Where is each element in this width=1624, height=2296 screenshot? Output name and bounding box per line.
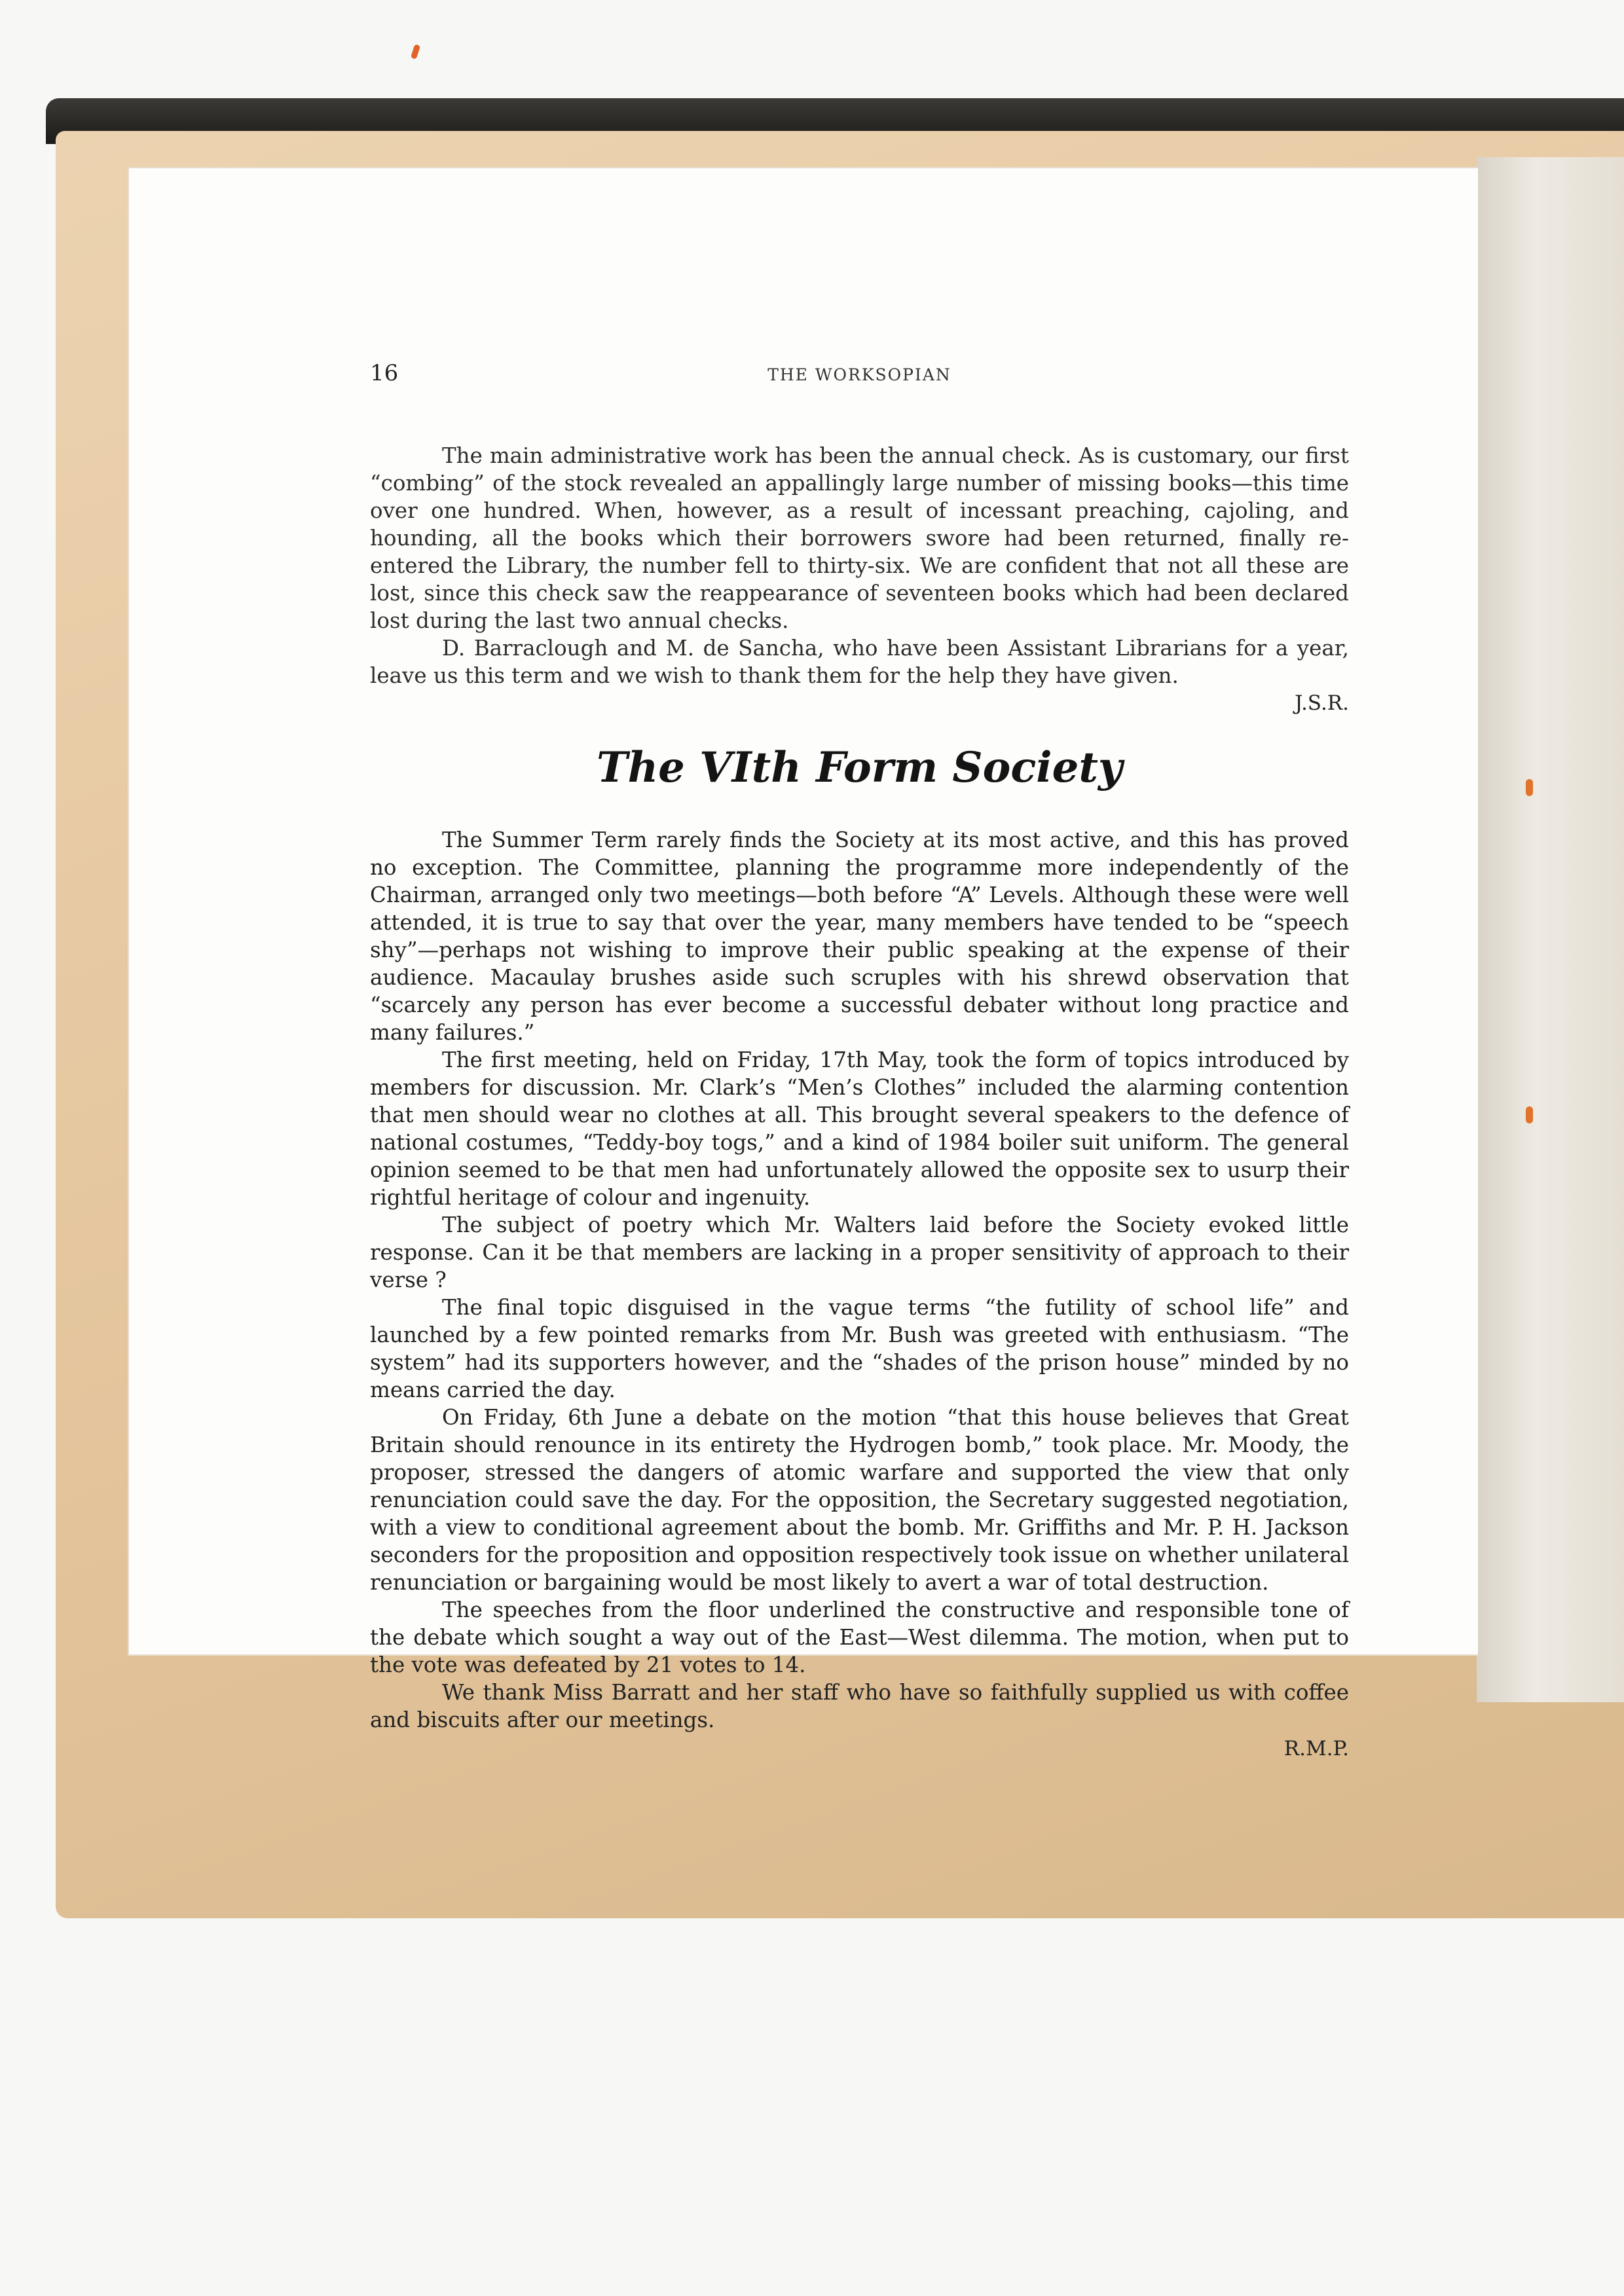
- signature: J.S.R.: [1294, 691, 1349, 715]
- paragraph: The final topic disguised in the vague terms “the futility of school life” and launched by a few pointed remarks from Mr. Bush was greeted with enthusiasm. “The system” had its supporters however, and the “shades of the prison house” minded by no means carried the day.: [370, 1295, 1349, 1402]
- page-number: 16: [370, 360, 399, 386]
- society-report: [370, 826, 1349, 1762]
- stain-spot: [1526, 1106, 1533, 1123]
- paragraph: The main administrative work has been the annual check. As is customary, our first “combing” of the stock revealed an appallingly large number of missing books—this time over one hundred. When, however, as a result of incessant preaching, cajoling, and hounding, all the books which their borrowers swore had been returned, finally re-entered the Library, the number fell to thirty-six. We are confident that not all these are lost, since this check saw the reappearance of seventeen books which had been declared lost during the last two annual checks.: [370, 443, 1349, 633]
- paragraph: On Friday, 6th June a debate on the motion “that this house believes that Great Britain should renounce in its entirety the Hydrogen bomb,” took place. Mr. Moody, the proposer, stressed the dangers of atomic warfare and supported the view that only renunciation could save the day. For the opposition, the Secretary suggested negotiation, with a view to conditional agreement about the bomb. Mr. Griffiths and Mr. P. H. Jackson seconders for the proposition and opposition respectively took issue on whether unilateral renunciation or bargaining would be most likely to avert a war of total destruction.: [370, 1405, 1349, 1595]
- paragraph: D. Barraclough and M. de Sancha, who have been Assistant Librarians for a year, leave us this term and we wish to thank them for the help they have given.: [370, 636, 1349, 688]
- paragraph: The subject of poetry which Mr. Walters laid before the Society evoked little response. Can it be that members are lacking in a proper sensitivity of approach to their verse ?: [370, 1212, 1349, 1292]
- page-fold: [1477, 157, 1624, 1702]
- paragraph: The Summer Term rarely finds the Society at its most active, and this has proved no exception. The Committee, planning the programme more independently of the Chairman, arranged only two meetings—both before “A” Levels. Although these were well attended, it is true to say that over the year, many members have tended to be “speech shy”—perhaps not wishing to improve their public speaking at the expense of their audience. Macaulay brushes aside such scruples with his shrewd observation that “scarcely any person has ever become a successful debater without long practice and many failures.”: [370, 828, 1349, 1045]
- page-header: [370, 360, 1349, 386]
- paragraph: The speeches from the floor underlined the constructive and responsible tone of the debate which sought a way out of the East—West dilemma. The motion, when put to the vote was defeated by 21 votes to 14.: [370, 1597, 1349, 1677]
- signature: R.M.P.: [1283, 1737, 1349, 1760]
- stain-spot: [1526, 779, 1533, 796]
- section-title: The VIth Form Society: [596, 743, 1123, 792]
- library-report: [370, 442, 1349, 717]
- stain-mark: [411, 44, 420, 60]
- paragraph: We thank Miss Barratt and her staff who have so faithfully supplied us with coffee and biscuits after our meetings.: [370, 1680, 1349, 1732]
- running-title: THE WORKSOPIAN: [767, 365, 951, 384]
- paragraph: The first meeting, held on Friday, 17th May, took the form of topics introduced by members for discussion. Mr. Clark’s “Men’s Clothes” included the alarming contention that men should wear no clothes at all. This brought several speakers to the defence of national costumes, “Teddy-boy togs,” and a kind of 1984 boiler suit uniform. The general opinion seemed to be that men had unfortunately allowed the opposite sex to usurp their rightful heritage of colour and ingenuity.: [370, 1048, 1349, 1210]
